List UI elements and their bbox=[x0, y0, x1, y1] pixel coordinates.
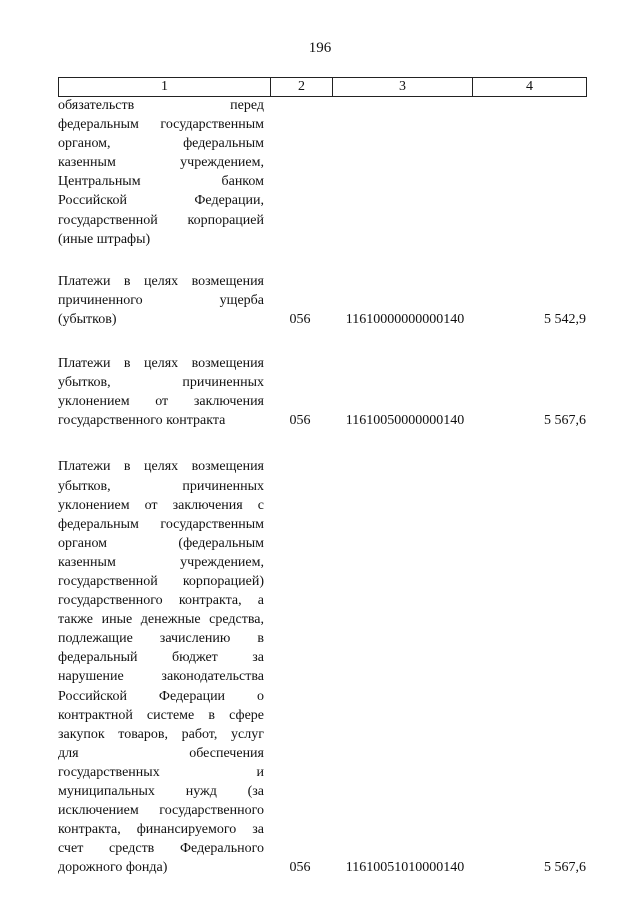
admin-code: 056 bbox=[289, 860, 311, 876]
description-line: контракта, финансируемого за bbox=[58, 822, 264, 838]
description-line: (иные штрафы) bbox=[58, 231, 151, 247]
budget-classification-code: 11610051010000140 bbox=[345, 860, 465, 876]
description-line: государственной корпорацией bbox=[58, 212, 264, 228]
table-row bbox=[58, 457, 586, 877]
description-line: убытков, причиненных bbox=[58, 478, 264, 494]
column-number-2: 2 bbox=[271, 78, 333, 97]
budget-classification-code: 11610050000000140 bbox=[345, 413, 465, 429]
description-line: государственной корпорацией) bbox=[58, 573, 264, 589]
description-line: казенным учреждением, bbox=[58, 155, 264, 171]
description-line: дорожного фонда) bbox=[58, 860, 168, 876]
description-line: органом (федеральным bbox=[58, 535, 264, 551]
description-line: органом, федеральным bbox=[58, 136, 264, 152]
description-line: Платежи в целях возмещения bbox=[58, 273, 264, 289]
amount-value: 5 542,9 bbox=[544, 311, 586, 327]
description-line: уклонением от заключения bbox=[58, 394, 264, 410]
description-line: государственного контракта, а bbox=[58, 593, 264, 609]
table-row bbox=[58, 272, 586, 329]
description-line: Платежи в целях возмещения bbox=[58, 356, 264, 372]
description-line: контрактной системе в сфере bbox=[58, 707, 264, 723]
column-number-4: 4 bbox=[473, 78, 587, 97]
description-line: убытков, причиненных bbox=[58, 375, 264, 391]
description-line: закупок товаров, работ, услуг bbox=[58, 726, 264, 742]
description-line: уклонением от заключения с bbox=[58, 497, 264, 513]
table-body bbox=[58, 96, 586, 877]
column-number-1: 1 bbox=[59, 78, 271, 97]
description-line: федеральный бюджет за bbox=[58, 650, 264, 666]
description-line: Центральным банком bbox=[58, 174, 264, 190]
column-number-3: 3 bbox=[333, 78, 473, 97]
amount-value: 5 567,6 bbox=[544, 413, 586, 429]
description-line: (убытков) bbox=[58, 311, 117, 327]
row-description bbox=[58, 457, 264, 877]
admin-code: 056 bbox=[289, 413, 311, 429]
page-number: 196 bbox=[308, 40, 332, 56]
description-line: Российской Федерации, bbox=[58, 193, 264, 209]
amount-value: 5 567,6 bbox=[544, 860, 586, 876]
row-description bbox=[58, 272, 264, 329]
column-header-table bbox=[58, 77, 587, 97]
description-line: государственного контракта bbox=[58, 413, 226, 429]
description-line: также иные денежные средства, bbox=[58, 612, 264, 628]
description-line: государственных и bbox=[58, 764, 264, 780]
description-line: Платежи в целях возмещения bbox=[58, 459, 264, 475]
table-row bbox=[58, 354, 586, 430]
description-line: федеральным государственным bbox=[58, 516, 264, 532]
description-line: федеральным государственным bbox=[58, 117, 264, 133]
description-line: подлежащие зачислению в bbox=[58, 631, 264, 647]
description-line: счет средств Федерального bbox=[58, 841, 264, 857]
row-description bbox=[58, 354, 264, 430]
budget-classification-code: 11610000000000140 bbox=[345, 311, 465, 327]
description-line: казенным учреждением, bbox=[58, 554, 264, 570]
description-line: для обеспечения bbox=[58, 745, 264, 761]
description-line: нарушение законодательства bbox=[58, 669, 264, 685]
description-line: обязательств перед bbox=[58, 98, 264, 113]
description-line: исключением государственного bbox=[58, 803, 264, 819]
admin-code: 056 bbox=[289, 311, 311, 327]
table-row bbox=[58, 96, 586, 249]
row-description bbox=[58, 96, 264, 249]
description-line: причиненного ущерба bbox=[58, 292, 264, 308]
description-line: муниципальных нужд (за bbox=[58, 784, 264, 799]
description-line: Российской Федерации о bbox=[58, 688, 264, 704]
column-number-row bbox=[59, 78, 587, 97]
